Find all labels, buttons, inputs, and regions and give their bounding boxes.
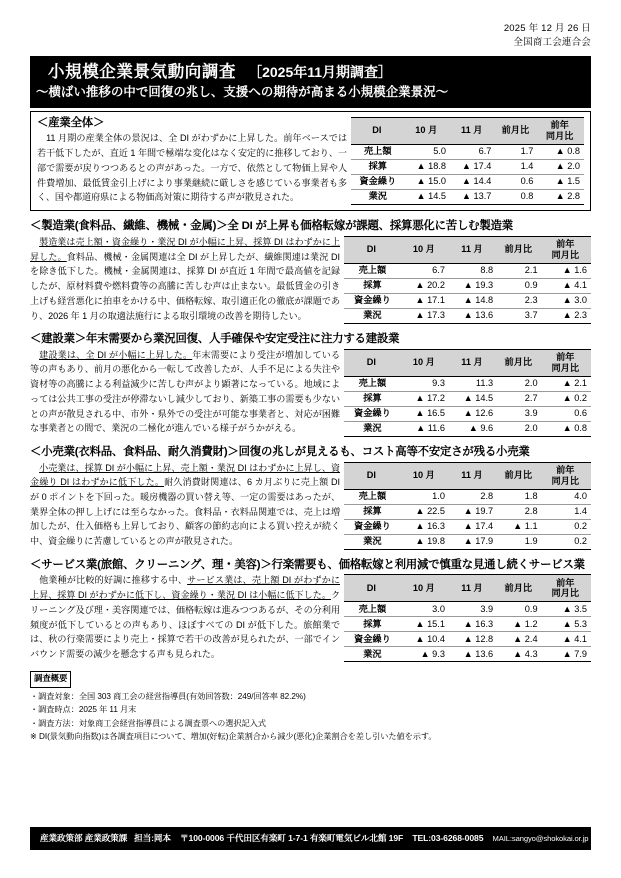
value-mom: 2.8	[497, 504, 541, 519]
survey-outline-title: 調査概要	[30, 671, 71, 688]
mom-col-header: 前月比	[497, 462, 541, 489]
section-heading-manufacturing: ＜製造業(食料品、繊維、機械・金属)＞全 DI が上昇も価格転嫁が課題、採算悪化に苦しむ製造業	[30, 220, 513, 233]
section-construction	[30, 332, 591, 437]
contact-bar	[30, 827, 591, 850]
value-yoy: ▲ 0.2	[542, 391, 591, 406]
value-yoy: 4.0	[542, 489, 591, 504]
value-month-current: 3.9	[449, 602, 497, 617]
value-month-prev: ▲ 9.3	[401, 647, 449, 662]
survey-outline	[30, 671, 591, 743]
value-mom: 1.8	[497, 489, 541, 504]
value-yoy: ▲ 1.6	[542, 263, 591, 278]
row-label: 業況	[344, 647, 401, 662]
di-table-header-row	[344, 236, 591, 263]
yoy-col-header-line1: 前年	[556, 577, 575, 588]
section-paragraph-overall	[37, 131, 347, 205]
yoy-col-header	[542, 236, 591, 263]
di-col-header: DI	[344, 575, 401, 602]
row-label: 資金繰り	[344, 632, 401, 647]
value-yoy: ▲ 5.3	[542, 617, 591, 632]
value-month-current: ▲ 19.7	[449, 504, 497, 519]
row-label: 採算	[344, 391, 401, 406]
mom-col-header: 前月比	[497, 236, 541, 263]
yoy-col-header-line2: 同月比	[551, 475, 580, 486]
value-mom: 2.0	[497, 421, 541, 436]
value-month-prev: ▲ 16.3	[401, 519, 449, 534]
yoy-col-header-line1: 前年	[550, 120, 569, 131]
value-mom: 3.7	[497, 308, 541, 323]
survey-outline-line: ・調査対象：全国 303 商工会の経営指導員(有効回答数：249/回答率 82.2%)	[30, 692, 306, 701]
section-heading-overall: ＜産業全体＞	[37, 116, 105, 129]
value-month-current: ▲ 17.4	[449, 519, 497, 534]
table-row	[344, 504, 591, 519]
value-mom: 1.4	[495, 159, 537, 174]
table-row	[351, 174, 584, 189]
value-yoy: ▲ 2.3	[542, 308, 591, 323]
mom-col-header: 前月比	[495, 117, 537, 144]
di-table-manufacturing	[344, 236, 591, 324]
value-mom: 0.9	[497, 602, 541, 617]
value-month-current: ▲ 14.4	[450, 174, 495, 189]
value-month-current: 6.7	[450, 144, 495, 159]
section-heading-services: ＜サービス業(旅館、クリーニング、理・美容)＞行楽需要も、価格転嫁と利用減で慎重な見通し続くサービス業	[30, 558, 585, 571]
value-mom: 2.3	[497, 293, 541, 308]
row-label: 採算	[344, 278, 401, 293]
yoy-col-header-line1: 前年	[556, 239, 575, 250]
month-current-col-header: 11 月	[450, 117, 495, 144]
di-table-services	[344, 574, 591, 662]
value-month-current: ▲ 9.6	[449, 421, 497, 436]
di-table-header-row	[344, 462, 591, 489]
row-label: 業況	[351, 189, 405, 204]
value-month-prev: ▲ 22.5	[401, 504, 449, 519]
contact-person: 担当:岡本	[134, 833, 171, 843]
table-row	[344, 376, 591, 391]
section-body-construction	[30, 348, 591, 437]
section-body-services	[30, 573, 591, 662]
table-row	[344, 308, 591, 323]
row-label: 売上額	[344, 376, 401, 391]
section-text-manufacturing	[30, 235, 340, 323]
yoy-col-header-line1: 前年	[556, 464, 575, 475]
month-prev-col-header: 10 月	[401, 236, 449, 263]
section-paragraph-prefix-services: 他業種が比較的好調に推移する中、	[39, 575, 188, 586]
value-yoy: ▲ 0.8	[542, 421, 591, 436]
row-label: 業況	[344, 534, 401, 549]
row-label: 売上額	[344, 602, 401, 617]
di-table-retail	[344, 462, 591, 550]
value-yoy: ▲ 2.1	[542, 376, 591, 391]
value-yoy: ▲ 2.0	[537, 159, 584, 174]
month-prev-col-header: 10 月	[401, 575, 449, 602]
mom-col-header: 前月比	[497, 349, 541, 376]
month-prev-col-header: 10 月	[401, 349, 449, 376]
section-table-wrap-services	[344, 573, 591, 662]
table-row	[344, 263, 591, 278]
value-mom: 2.0	[497, 376, 541, 391]
value-yoy: ▲ 7.9	[542, 647, 591, 662]
section-text-retail	[30, 461, 340, 549]
value-mom: 2.7	[497, 391, 541, 406]
section-paragraph-rest-manufacturing: 食料品、機械・金属関連は全 DI が上昇したが、繊維関連は業況 DI を除き低下した。機械・金属関連は、採算 DI が直近 1 年間で最高値を記録したが、原材料費や燃料費等の高騰に苦しむ声は止まない。最低賃金の引き上げも経営悪化に拍車をかける中、価格転嫁、取引適正化の徹底が課題であり、2026 年 1 月の取適法施行による取引環境の改善を期待したい。	[30, 251, 340, 321]
document-meta	[30, 22, 591, 50]
value-month-current: ▲ 16.3	[449, 617, 497, 632]
value-month-current: 8.8	[449, 263, 497, 278]
value-month-current: ▲ 17.9	[449, 534, 497, 549]
survey-outline-line: ※ DI(景気動向指数)は各調査項目について、増加(好転)企業割合から減少(悪化)企業割合を差し引いた値を示す。	[30, 731, 437, 741]
section-paragraph-rest-construction: 年末需要により受注が増加している等の声もあり、前月の悪化から一転して改善したが、人手不足による失注や資材等の高騰による利益減少に苦しむ声がより顕著になっている。地域によっては公共工事の受注が停滞ないし減少しており、新築工事の需要も少ないとの声が散見される中、市外・県外での受注が可能な事業者と、対応が困難な事業者との間で、業況の二極化が進んでいる様子がうかがえる。	[30, 349, 340, 434]
report-title: 小規模企業景気動向調査	[48, 62, 237, 81]
value-month-prev: 1.0	[401, 489, 449, 504]
row-label: 資金繰り	[351, 174, 405, 189]
value-mom: 3.9	[497, 406, 541, 421]
survey-outline-line: ・調査方法：対象商工会経営指導員による調査票への選択記入式	[30, 718, 266, 728]
section-manufacturing	[30, 219, 591, 324]
value-month-current: ▲ 17.4	[450, 159, 495, 174]
value-yoy: 0.2	[542, 534, 591, 549]
table-row	[344, 421, 591, 436]
value-month-prev: ▲ 10.4	[401, 632, 449, 647]
section-paragraph-rest-overall: 11 月期の産業全体の景況は、全 DI がわずかに上昇した。前年ベースでは若干低下したが、直近 1 年間で極端な変化はなく安定的に推移しており、一部で需要が戻りつつあるとの声があった。一方で、依然として物価上昇や人件費増加、最低賃金引上げにより事業継続に厳しさを感じている事業者も多く、国や都道府県による物価高対策に期待する声が散見された。	[37, 133, 347, 203]
yoy-col-header	[542, 462, 591, 489]
table-row	[344, 534, 591, 549]
yoy-col-header	[537, 117, 584, 144]
section-text-services	[30, 573, 340, 661]
month-current-col-header: 11 月	[449, 575, 497, 602]
table-row	[351, 144, 584, 159]
value-month-current: 11.3	[449, 376, 497, 391]
value-yoy: ▲ 3.5	[542, 602, 591, 617]
value-month-prev: ▲ 17.2	[401, 391, 449, 406]
value-mom: 0.6	[495, 174, 537, 189]
value-yoy: ▲ 1.5	[537, 174, 584, 189]
di-table-header-row	[344, 575, 591, 602]
section-paragraph-retail	[30, 461, 340, 549]
di-table-construction	[344, 349, 591, 437]
value-month-current: ▲ 12.6	[449, 406, 497, 421]
table-row	[344, 617, 591, 632]
table-row	[344, 406, 591, 421]
survey-outline-line: ・調査時点：2025 年 11 月末	[30, 705, 137, 715]
di-col-header: DI	[344, 349, 401, 376]
section-body-retail	[30, 461, 591, 550]
section-paragraph-lead-services: サービス業は、売上額 DI がわずかに上昇、採算 DI がわずかに低下し、資金繰り・業況 DI は小幅に低下した。	[30, 575, 340, 601]
banner-title-row	[30, 62, 591, 83]
section-table-wrap-overall	[351, 116, 584, 205]
contact-mail: MAIL:sangyo@shokokai.or.jp	[492, 834, 589, 843]
value-month-current: ▲ 13.6	[449, 647, 497, 662]
row-label: 売上額	[344, 489, 401, 504]
section-body-overall	[37, 116, 584, 205]
di-table-header-row	[351, 117, 584, 144]
value-mom: ▲ 1.2	[497, 617, 541, 632]
row-label: 売上額	[344, 263, 401, 278]
yoy-col-header-line2: 同月比	[551, 249, 580, 260]
row-label: 業況	[344, 308, 401, 323]
value-yoy: 0.2	[542, 519, 591, 534]
table-row	[344, 391, 591, 406]
di-col-header: DI	[351, 117, 405, 144]
value-month-prev: ▲ 15.0	[405, 174, 450, 189]
section-body-manufacturing	[30, 235, 591, 324]
di-col-header: DI	[344, 236, 401, 263]
value-mom: ▲ 4.3	[497, 647, 541, 662]
row-label: 資金繰り	[344, 406, 401, 421]
yoy-col-header	[542, 575, 591, 602]
table-row	[344, 278, 591, 293]
value-month-prev: ▲ 17.1	[401, 293, 449, 308]
value-mom: 1.7	[495, 144, 537, 159]
section-text-overall	[37, 116, 347, 205]
section-paragraph-construction	[30, 348, 340, 436]
report-period: ［2025年11月期調査］	[248, 63, 393, 80]
section-paragraph-lead-manufacturing: 製造業は売上額・資金繰り・業況 DI が小幅に上昇、採算 DI はわずかに上昇した。	[30, 236, 340, 262]
value-yoy: ▲ 3.0	[542, 293, 591, 308]
value-month-prev: ▲ 20.2	[401, 278, 449, 293]
table-row	[344, 489, 591, 504]
value-yoy: ▲ 2.8	[537, 189, 584, 204]
month-prev-col-header: 10 月	[401, 462, 449, 489]
report-subtitle: ～横ばい推移の中で回復の兆し、支援への期待が高まる小規模企業景況～	[36, 85, 449, 100]
section-table-wrap-manufacturing	[344, 235, 591, 324]
section-table-wrap-retail	[344, 461, 591, 550]
value-month-prev: ▲ 16.5	[401, 406, 449, 421]
value-month-prev: 5.0	[405, 144, 450, 159]
document-publisher: 全国商工会連合会	[513, 36, 591, 48]
mom-col-header: 前月比	[497, 575, 541, 602]
section-paragraph-rest-retail: 耐久消費財関連は、6 カ月ぶりに売上額 DI が 0 ポイントを下回った。暖房機器の買い替え等、一定の需要はあったが、業界全体の押し上げには至らなかった。食料品・衣料品関連では、売上は増加したが、仕入価格も上昇しており、顧客の節約志向による買い控えが続く中、資金繰りに苦慮しているとの声が散見された。	[30, 477, 340, 547]
yoy-col-header-line2: 同月比	[545, 130, 574, 141]
section-paragraph-rest-services: クリーニング及び理・美容関連では、価格転嫁は進みつつあるが、その分利用頻度が低下しているとの声もあり、ほぼすべての DI が低下した。旅館業では、秋の行楽需要により売上・採算で若干の改善が見られたが、一部でインバウンド需要の減少を懸念する声も見られた。	[30, 590, 340, 659]
table-row	[344, 293, 591, 308]
row-label: 売上額	[351, 144, 405, 159]
section-overall	[30, 111, 591, 211]
table-row	[351, 159, 584, 174]
value-month-prev: 9.3	[401, 376, 449, 391]
value-month-prev: ▲ 11.6	[401, 421, 449, 436]
section-heading-retail: ＜小売業(衣料品、食料品、耐久消費財)＞回復の兆しが見えるも、コスト高等不安定さが残る小売業	[30, 445, 530, 458]
section-table-wrap-construction	[344, 348, 591, 437]
value-month-prev: ▲ 15.1	[401, 617, 449, 632]
month-current-col-header: 11 月	[449, 236, 497, 263]
section-heading-construction: ＜建設業＞年末需要から業況回復、人手確保や安定受注に注力する建設業	[30, 332, 400, 345]
value-month-current: ▲ 14.8	[449, 293, 497, 308]
section-paragraph-lead-construction: 建設業は、全 DI が小幅に上昇した。	[39, 349, 193, 360]
value-month-current: ▲ 13.7	[450, 189, 495, 204]
di-col-header: DI	[344, 462, 401, 489]
section-text-construction	[30, 348, 340, 436]
yoy-col-header-line2: 同月比	[551, 588, 580, 599]
section-services	[30, 558, 591, 663]
section-retail	[30, 445, 591, 550]
month-prev-col-header: 10 月	[405, 117, 450, 144]
value-month-prev: ▲ 17.3	[401, 308, 449, 323]
value-yoy: 1.4	[542, 504, 591, 519]
contact-department: 産業政策部 産業政策課	[40, 833, 128, 843]
value-month-prev: ▲ 18.8	[405, 159, 450, 174]
survey-outline-lines	[30, 690, 591, 743]
contact-tel: TEL:03-6268-0085	[412, 833, 484, 843]
di-table-overall	[351, 117, 584, 205]
value-month-current: ▲ 12.8	[449, 632, 497, 647]
value-mom: 1.9	[497, 534, 541, 549]
yoy-col-header-line2: 同月比	[551, 362, 580, 373]
row-label: 資金繰り	[344, 293, 401, 308]
table-row	[344, 632, 591, 647]
value-yoy: ▲ 4.1	[542, 278, 591, 293]
value-mom: 0.8	[495, 189, 537, 204]
document-date: 2025 年 12 月 26 日	[503, 23, 591, 34]
value-month-prev: ▲ 14.5	[405, 189, 450, 204]
value-month-current: ▲ 13.6	[449, 308, 497, 323]
value-month-prev: ▲ 19.8	[401, 534, 449, 549]
sections-container	[30, 111, 591, 663]
contact-address: 〒100-0006 千代田区有楽町 1-7-1 有楽町電気ビル北館 19F	[180, 833, 404, 843]
yoy-col-header	[542, 349, 591, 376]
title-banner	[30, 56, 591, 108]
value-month-prev: 3.0	[401, 602, 449, 617]
value-yoy: 0.6	[542, 406, 591, 421]
value-mom: 2.1	[497, 263, 541, 278]
table-row	[344, 602, 591, 617]
section-paragraph-services	[30, 573, 340, 661]
row-label: 業況	[344, 421, 401, 436]
table-row	[344, 519, 591, 534]
row-label: 資金繰り	[344, 519, 401, 534]
section-paragraph-lead-retail: 小売業は、採算 DI が小幅に上昇、売上額・業況 DI はわずかに上昇し、資金繰り DI はわずかに低下した。	[30, 462, 340, 488]
yoy-col-header-line1: 前年	[556, 352, 575, 363]
di-table-header-row	[344, 349, 591, 376]
value-yoy: ▲ 4.1	[542, 632, 591, 647]
value-month-current: ▲ 14.5	[449, 391, 497, 406]
value-mom: 0.9	[497, 278, 541, 293]
section-paragraph-manufacturing	[30, 235, 340, 323]
table-row	[351, 189, 584, 204]
month-current-col-header: 11 月	[449, 462, 497, 489]
row-label: 採算	[344, 617, 401, 632]
month-current-col-header: 11 月	[449, 349, 497, 376]
value-yoy: ▲ 0.8	[537, 144, 584, 159]
value-month-prev: 6.7	[401, 263, 449, 278]
row-label: 採算	[344, 504, 401, 519]
row-label: 採算	[351, 159, 405, 174]
table-row	[344, 647, 591, 662]
value-mom: ▲ 2.4	[497, 632, 541, 647]
value-month-current: 2.8	[449, 489, 497, 504]
value-month-current: ▲ 19.3	[449, 278, 497, 293]
value-mom: ▲ 1.1	[497, 519, 541, 534]
